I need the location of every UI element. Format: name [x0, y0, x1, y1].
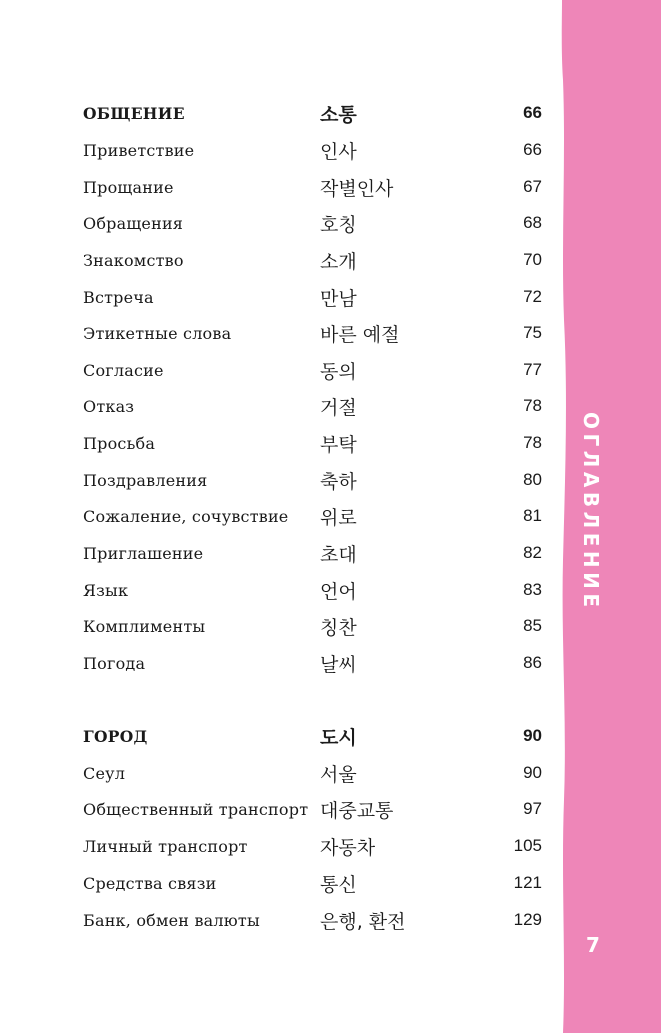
sidebar-tab	[560, 0, 661, 1033]
entry-page-number: 66	[523, 140, 542, 159]
entry-page-number: 86	[523, 653, 542, 672]
section-heading-city[interactable]	[0, 721, 560, 751]
section-heading-communication[interactable]	[0, 98, 560, 128]
entry-title-ko: 거절	[320, 397, 357, 419]
section-title-ko: 소통	[320, 104, 357, 126]
entry-page-number: 78	[523, 433, 542, 452]
entry-page-number: 70	[523, 250, 542, 269]
entry-title-ko: 통신	[320, 874, 357, 896]
entry-title-ko: 은행, 환전	[320, 911, 406, 933]
toc-entry[interactable]	[0, 868, 560, 898]
entry-title-ru: Согласие	[83, 361, 164, 380]
entry-title-ru: Общественный транспорт	[83, 800, 309, 819]
toc-entry[interactable]	[0, 318, 560, 348]
toc-entry[interactable]	[0, 208, 560, 238]
entry-title-ko: 동의	[320, 361, 357, 383]
toc-entry[interactable]	[0, 282, 560, 312]
entry-page-number: 75	[523, 323, 542, 342]
entry-title-ko: 위로	[320, 507, 357, 529]
entry-title-ko: 호칭	[320, 214, 357, 236]
entry-title-ko: 초대	[320, 544, 357, 566]
entry-title-ru: Просьба	[83, 434, 156, 453]
sidebar-title: ОГЛАВЛЕНИЕ	[579, 412, 603, 612]
toc-entry[interactable]	[0, 575, 560, 605]
toc-entry[interactable]	[0, 355, 560, 385]
toc-entry[interactable]	[0, 428, 560, 458]
toc-entry[interactable]	[0, 465, 560, 495]
toc-entry[interactable]	[0, 538, 560, 568]
toc-entry[interactable]	[0, 794, 560, 824]
entry-title-ru: Погода	[83, 654, 146, 673]
entry-title-ko: 바른 예절	[320, 324, 400, 346]
entry-page-number: 97	[523, 799, 542, 818]
entry-title-ko: 부탁	[320, 434, 357, 456]
toc-entry[interactable]	[0, 391, 560, 421]
toc-entry[interactable]	[0, 611, 560, 641]
entry-title-ru: Средства связи	[83, 874, 217, 893]
entry-title-ru: Сожаление, сочувствие	[83, 507, 289, 526]
entry-title-ko: 인사	[320, 141, 357, 163]
entry-page-number: 105	[513, 836, 542, 855]
sidebar-background	[560, 0, 661, 1033]
entry-title-ko: 축하	[320, 471, 357, 493]
entry-title-ru: Поздравления	[83, 471, 208, 490]
entry-title-ru: Комплименты	[83, 617, 206, 636]
toc-entry[interactable]	[0, 501, 560, 531]
entry-title-ko: 작별인사	[320, 178, 394, 200]
entry-title-ko: 칭찬	[320, 617, 357, 639]
entry-page-number: 67	[523, 177, 542, 196]
entry-title-ru: Сеул	[83, 764, 126, 783]
entry-title-ru: Приветствие	[83, 141, 195, 160]
entry-title-ko: 자동차	[320, 837, 376, 859]
entry-page-number: 81	[523, 506, 542, 525]
entry-title-ko: 날씨	[320, 654, 357, 676]
entry-title-ko: 대중교통	[320, 800, 394, 822]
entry-page-number: 80	[523, 470, 542, 489]
entry-page-number: 78	[523, 396, 542, 415]
section-title-ru: ОБЩЕНИЕ	[83, 104, 185, 123]
toc-entry[interactable]	[0, 172, 560, 202]
entry-page-number: 129	[513, 910, 542, 929]
entry-title-ru: Знакомство	[83, 251, 184, 270]
entry-title-ko: 서울	[320, 764, 357, 786]
entry-title-ru: Обращения	[83, 214, 184, 233]
entry-title-ru: Банк, обмен валюты	[83, 911, 260, 930]
entry-page-number: 121	[513, 873, 542, 892]
section-title-ru: ГОРОД	[83, 727, 148, 746]
entry-title-ru: Встреча	[83, 288, 154, 307]
entry-page-number: 68	[523, 213, 542, 232]
section-page-number: 66	[523, 103, 542, 122]
entry-page-number: 72	[523, 287, 542, 306]
entry-page-number: 85	[523, 616, 542, 635]
entry-title-ru: Язык	[83, 581, 129, 600]
toc-entry[interactable]	[0, 905, 560, 935]
entry-title-ko: 언어	[320, 581, 357, 603]
sidebar-shape	[562, 0, 661, 1033]
toc-entry[interactable]	[0, 245, 560, 275]
entry-title-ko: 만남	[320, 288, 357, 310]
entry-page-number: 90	[523, 763, 542, 782]
entry-title-ru: Отказ	[83, 397, 135, 416]
page-number: 7	[586, 933, 600, 957]
entry-title-ru: Личный транспорт	[83, 837, 248, 856]
entry-page-number: 77	[523, 360, 542, 379]
toc-entry[interactable]	[0, 831, 560, 861]
entry-title-ru: Приглашение	[83, 544, 204, 563]
entry-title-ru: Этикетные слова	[83, 324, 232, 343]
toc-entry[interactable]	[0, 648, 560, 678]
entry-page-number: 83	[523, 580, 542, 599]
section-page-number: 90	[523, 726, 542, 745]
entry-title-ru: Прощание	[83, 178, 174, 197]
entry-page-number: 82	[523, 543, 542, 562]
entry-title-ko: 소개	[320, 251, 357, 273]
toc-entry[interactable]	[0, 135, 560, 165]
section-title-ko: 도시	[320, 727, 357, 749]
toc-entry[interactable]	[0, 758, 560, 788]
